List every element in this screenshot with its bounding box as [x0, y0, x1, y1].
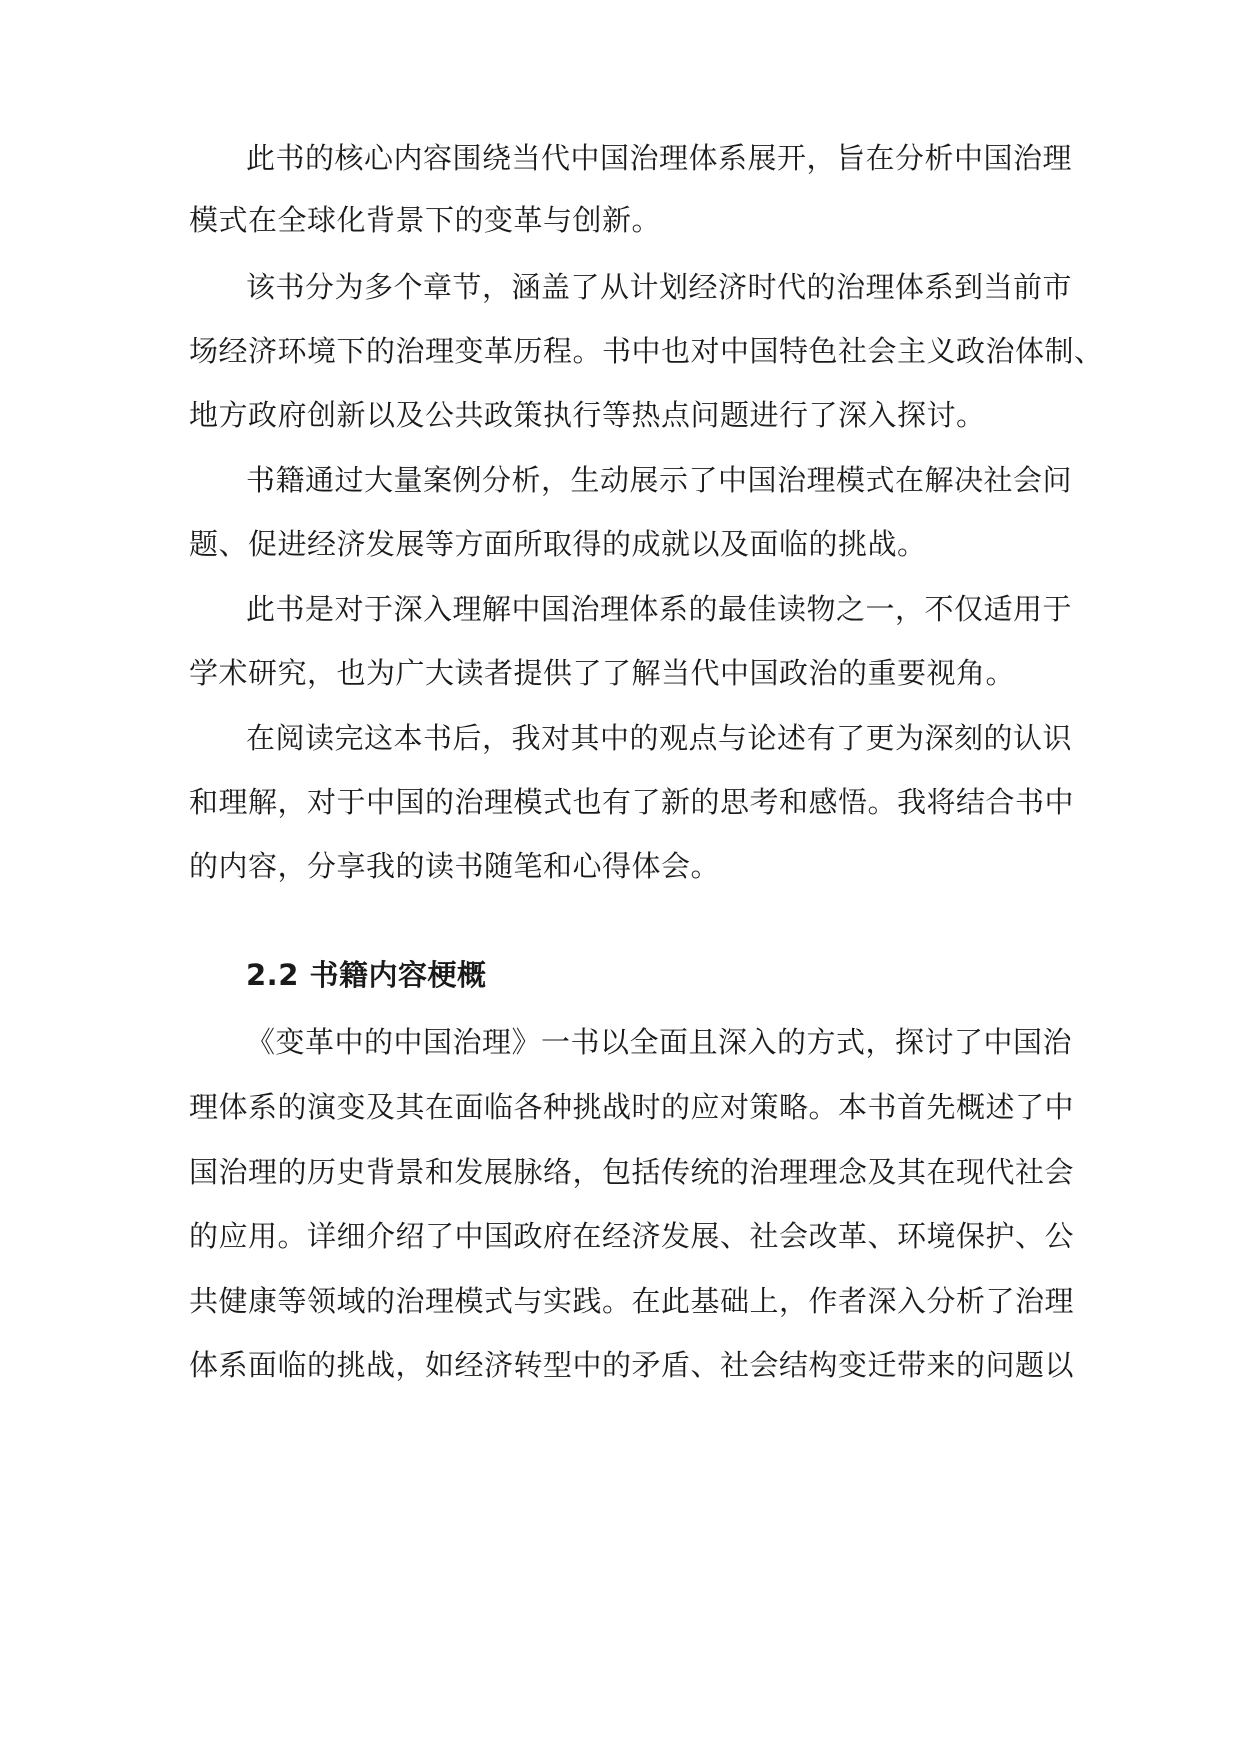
paragraph-5-line-3: 的内容，分享我的读书随笔和心得体会。 [189, 849, 721, 883]
section-heading: 2.2 书籍内容梗概 [246, 958, 487, 992]
paragraph-3-line-2: 题、促进经济发展等方面所取得的成就以及面临的挑战。 [189, 527, 927, 561]
paragraph-2-line-1: 该书分为多个章节，涵盖了从计划经济时代的治理体系到当前市 [246, 270, 1073, 304]
paragraph-5-line-2: 和理解，对于中国的治理模式也有了新的思考和感悟。我将结合书中 [189, 785, 1075, 819]
section-paragraph-line-2: 理体系的演变及其在面临各种挑战时的应对策略。本书首先概述了中 [189, 1090, 1075, 1124]
paragraph-4-line-1: 此书是对于深入理解中国治理体系的最佳读物之一，不仅适用于 [246, 592, 1073, 626]
section-paragraph-line-1: 《变革中的中国治理》一书以全面且深入的方式，探讨了中国治 [246, 1025, 1073, 1059]
paragraph-5-line-1: 在阅读完这本书后，我对其中的观点与论述有了更为深刻的认识 [246, 721, 1073, 755]
paragraph-4-line-2: 学术研究，也为广大读者提供了了解当代中国政治的重要视角。 [189, 656, 1016, 690]
section-paragraph-line-5: 共健康等领域的治理模式与实践。在此基础上，作者深入分析了治理 [189, 1284, 1075, 1318]
section-paragraph-line-3: 国治理的历史背景和发展脉络，包括传统的治理理念及其在现代社会 [189, 1155, 1075, 1189]
paragraph-3-line-1: 书籍通过大量案例分析，生动展示了中国治理模式在解决社会问 [246, 463, 1073, 497]
section-paragraph-line-6: 体系面临的挑战，如经济转型中的矛盾、社会结构变迁带来的问题以 [189, 1348, 1075, 1382]
paragraph-2-line-3: 地方政府创新以及公共政策执行等热点问题进行了深入探讨。 [189, 398, 986, 432]
section-paragraph-line-4: 的应用。详细介绍了中国政府在经济发展、社会改革、环境保护、公 [189, 1219, 1075, 1253]
paragraph-1-line-1: 此书的核心内容围绕当代中国治理体系展开，旨在分析中国治理 [246, 141, 1073, 175]
paragraph-2-line-2: 场经济环境下的治理变革历程。书中也对中国特色社会主义政治体制、 [189, 334, 1104, 368]
paragraph-1-line-2: 模式在全球化背景下的变革与创新。 [189, 203, 662, 237]
